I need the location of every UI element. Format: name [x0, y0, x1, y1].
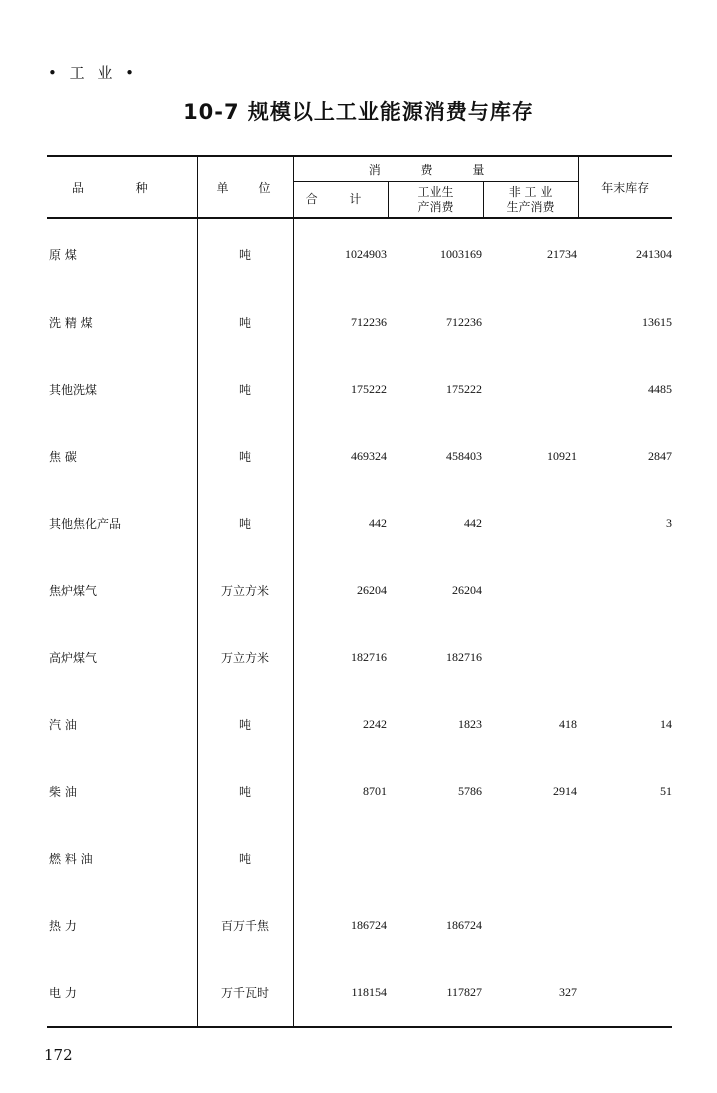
- cell-stock: 3: [666, 516, 673, 530]
- cell-stock: 241304: [636, 246, 673, 261]
- cell-unit: 百万千焦: [197, 892, 293, 959]
- cell-nonindustrial: [483, 356, 578, 423]
- cell-total: 469324: [293, 423, 388, 490]
- table-row: [47, 691, 672, 758]
- cell-total: 1024903: [293, 218, 388, 289]
- cell-nonindustrial: 2914: [553, 784, 578, 798]
- cell-name: 其他洗煤: [49, 383, 98, 397]
- table-row: [47, 218, 672, 289]
- table-header: [47, 156, 672, 218]
- cell-total: 26204: [293, 557, 388, 624]
- cell-total: [293, 825, 388, 892]
- table-row: [47, 557, 672, 624]
- cell-industrial: 458403: [446, 449, 482, 463]
- cell-name: 汽 油: [49, 718, 77, 732]
- cell-unit: 吨: [197, 825, 293, 892]
- cell-industrial: 26204: [452, 583, 482, 597]
- cell-total: 8701: [293, 758, 388, 825]
- section-label: • 工 业 •: [48, 64, 138, 82]
- cell-unit: 吨: [197, 758, 293, 825]
- cell-industrial: [388, 825, 483, 892]
- column-header-nonindustrial-line1: 非 工 业: [508, 184, 553, 199]
- cell-stock: [578, 557, 672, 624]
- cell-unit: 万千瓦时: [197, 959, 293, 1027]
- table-row: [47, 289, 672, 356]
- cell-nonindustrial: [483, 892, 578, 959]
- cell-stock: 4485: [648, 382, 673, 396]
- cell-nonindustrial: [483, 624, 578, 691]
- column-header-unit-right: 位: [258, 180, 271, 195]
- column-header-industrial-line2: 产消费: [417, 199, 454, 214]
- cell-unit: 吨: [197, 218, 293, 289]
- cell-total: 175222: [293, 356, 388, 423]
- cell-name: 原 煤: [49, 247, 77, 262]
- cell-stock: [578, 959, 672, 1027]
- cell-total: 712236: [293, 289, 388, 356]
- cell-total: 2242: [293, 691, 388, 758]
- cell-nonindustrial: 418: [559, 717, 578, 731]
- cell-name: 燃 料 油: [49, 852, 93, 866]
- page-number: 172: [44, 1046, 73, 1064]
- column-header-name: 品 种: [47, 156, 197, 218]
- cell-industrial: 175222: [446, 382, 482, 396]
- cell-nonindustrial: [483, 289, 578, 356]
- table-body: [47, 218, 672, 1027]
- cell-industrial: 186724: [446, 918, 482, 932]
- table-row: [47, 356, 672, 423]
- column-header-nonindustrial: [483, 182, 578, 219]
- page-title: 10-7 规模以上工业能源消费与库存: [183, 100, 534, 124]
- column-header-consumption: 消 费 量: [293, 156, 578, 182]
- cell-stock: 51: [660, 784, 673, 798]
- table-row: [47, 423, 672, 490]
- cell-stock: 2847: [648, 449, 673, 463]
- cell-total: 442: [293, 490, 388, 557]
- column-header-unit: [197, 156, 293, 218]
- cell-industrial: 1003169: [440, 246, 482, 261]
- cell-name: 高炉煤气: [49, 651, 98, 665]
- table-row: [47, 758, 672, 825]
- cell-nonindustrial: 327: [483, 959, 578, 1027]
- cell-stock: [578, 892, 672, 959]
- cell-total: 182716: [293, 624, 388, 691]
- cell-nonindustrial: 21734: [547, 246, 578, 261]
- cell-unit: 吨: [197, 691, 293, 758]
- column-header-unit-left: 单: [216, 180, 229, 195]
- cell-industrial: 712236: [446, 315, 482, 329]
- cell-name: 洗 精 煤: [49, 316, 93, 330]
- cell-nonindustrial: [483, 825, 578, 892]
- energy-table: [47, 155, 672, 1028]
- cell-industrial: 117827: [388, 959, 483, 1027]
- table-row: [47, 959, 672, 1027]
- cell-unit: 吨: [197, 356, 293, 423]
- cell-name: 其他焦化产品: [49, 517, 122, 531]
- cell-nonindustrial: 10921: [547, 449, 578, 463]
- cell-stock: [578, 624, 672, 691]
- cell-unit: 吨: [197, 490, 293, 557]
- cell-nonindustrial: [483, 490, 578, 557]
- cell-name: 电 力: [47, 959, 197, 1027]
- cell-stock: [578, 825, 672, 892]
- cell-stock: 14: [660, 717, 673, 731]
- table-row: [47, 624, 672, 691]
- cell-industrial: 182716: [446, 650, 482, 664]
- column-header-stock: 年末库存: [578, 156, 672, 218]
- cell-name: 柴 油: [49, 785, 77, 799]
- cell-unit: 吨: [197, 423, 293, 490]
- cell-nonindustrial: [483, 557, 578, 624]
- cell-stock: 13615: [642, 315, 673, 329]
- column-header-nonindustrial-line2: 生产消费: [506, 199, 555, 214]
- column-header-total: 合 计: [293, 182, 388, 219]
- cell-unit: 吨: [197, 289, 293, 356]
- cell-name: 焦 碳: [49, 450, 77, 464]
- cell-unit: 万立方米: [197, 624, 293, 691]
- cell-name: 焦炉煤气: [49, 584, 98, 598]
- cell-total: 186724: [293, 892, 388, 959]
- table-row: [47, 490, 672, 557]
- table-row: [47, 825, 672, 892]
- cell-name: 热 力: [49, 919, 77, 933]
- cell-total: 118154: [293, 959, 388, 1027]
- column-header-industrial: [388, 182, 483, 219]
- cell-unit: 万立方米: [197, 557, 293, 624]
- column-header-industrial-line1: 工业生: [417, 184, 454, 199]
- cell-industrial: 442: [464, 516, 482, 530]
- table-row: [47, 892, 672, 959]
- cell-industrial: 1823: [458, 717, 482, 731]
- cell-industrial: 5786: [458, 784, 482, 798]
